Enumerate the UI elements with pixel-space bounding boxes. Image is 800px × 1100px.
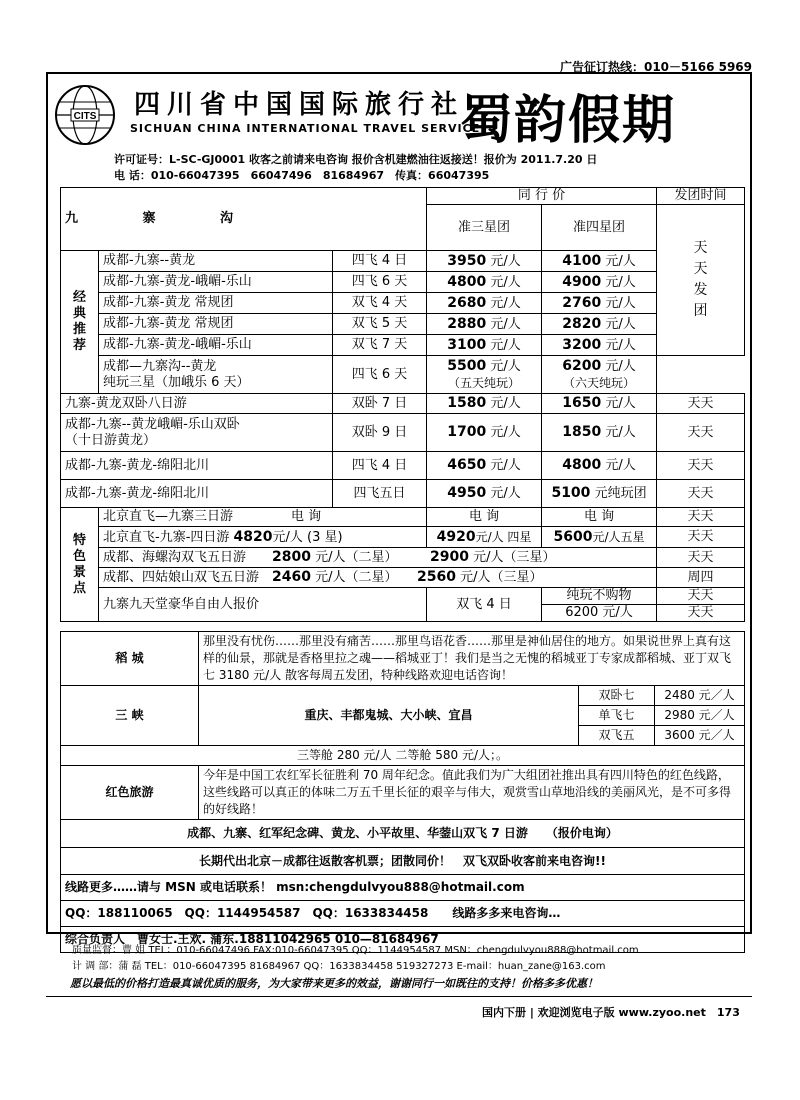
route-name: 成都-九寨-黄龙-绵阳北川 — [61, 452, 333, 480]
price-four-star-tier: 4920元/人 四星 — [427, 527, 542, 548]
ad-hotline: 广告征订热线：010－5166 5969 — [559, 60, 752, 74]
trip-days: 四飞五日 — [333, 480, 427, 508]
option-name: 纯玩不购物 — [542, 588, 657, 605]
price-three-star: 5500 元/人 （五天纯玩） — [427, 356, 542, 394]
table-row — [61, 293, 745, 314]
price-three-star: 4800 元/人 — [427, 272, 542, 293]
price-four-star: 3200 元/人 — [542, 335, 657, 356]
table-row — [61, 356, 745, 394]
table-row — [61, 251, 745, 272]
trip-days: 双卧 7 日 — [333, 394, 427, 414]
trip-days: 双飞 4 天 — [333, 293, 427, 314]
depart-time-header: 发团时间 — [657, 188, 745, 205]
price-four-star: 5100 元纯玩团 — [542, 480, 657, 508]
table-row — [61, 414, 745, 452]
price-three-star: 电 询 — [427, 508, 542, 527]
price-four-star: 2820 元/人 — [542, 314, 657, 335]
price-four-star: 4800 元/人 — [542, 452, 657, 480]
agency-name-en: SICHUAN CHINA INTERNATIONAL TRAVEL SERVICE — [130, 122, 481, 135]
price-three-star: 2880 元/人 — [427, 314, 542, 335]
departure-frequency: 天天 — [657, 414, 745, 452]
table-row — [61, 527, 745, 548]
route-name: 成都—九寨沟--黄龙 纯玩三星（加峨乐 6 天） — [99, 356, 333, 394]
table-row — [61, 314, 745, 335]
route-name: 成都-九寨-黄龙 常规团 — [99, 293, 333, 314]
msn-contact: 线路更多……请与 MSN 或电话联系！ msn:chengdulvyou888@hotmail.com — [61, 875, 745, 901]
manager-contact: 综合负责人 曹女士.王欢. 蒲东.18811042965 010—81684967 — [61, 927, 745, 953]
price-four-star: 电 询 — [542, 508, 657, 527]
lower-sections — [60, 631, 745, 953]
red-tourism-description: 今年是中国工农红军长征胜利 70 周年纪念。值此我们为广大组团社推出具有四川特色的红色线路，这些线路可以真正的体味二万五千里长征的艰辛与伟大，观赏雪山草地沿线的美丽风光，是不可多得的好线路！ — [199, 766, 745, 820]
price-four-star: 2760 元/人 — [542, 293, 657, 314]
price-four-star: 4100 元/人 — [542, 251, 657, 272]
quality-supervision-line: 质量监督：曹 姐 TEL：010-66047496 FAX:010-66047395 QQ：1144954587 MSN：chengdulvyou888@hotmail.com — [72, 945, 639, 956]
sanxia-option: 单飞七 — [579, 706, 655, 726]
daily-departure-vertical: 天天发团 — [657, 205, 745, 356]
price-four-star: 6200 元/人 （六天纯玩） — [542, 356, 657, 394]
price-three-star: 3950 元/人 — [427, 251, 542, 272]
route-name: 成都-九寨-黄龙-峨嵋-乐山 — [99, 272, 333, 293]
route-name: 成都、四姑娘山双飞五日游 2460 元/人（二星） 2560 元/人（三星） — [99, 568, 657, 588]
sanxia-price: 2980 元／人 — [655, 706, 745, 726]
table-row — [61, 335, 745, 356]
peer-price-header: 同 行 价 — [427, 188, 657, 205]
price-three-star: 1700 元/人 — [427, 414, 542, 452]
table-row — [61, 394, 745, 414]
trip-days: 双飞 7 天 — [333, 335, 427, 356]
dispatch-line: 计 调 部：蒲 磊 TEL：010-66047395 81684967 QQ：1633834458 519327273 E-mail：huan_zane@163.com — [72, 961, 606, 972]
jiuzhaigou-title: 九 寨 沟 — [61, 188, 427, 251]
page-info: 国内下册 | 欢迎浏览电子版 www.zyoo.net 173 — [482, 1006, 740, 1019]
departure-frequency: 天天 — [657, 394, 745, 414]
category-classic: 经典推荐 — [61, 251, 99, 394]
trip-days: 四飞 4 日 — [333, 251, 427, 272]
trip-days: 双卧 9 日 — [333, 414, 427, 452]
four-star-header: 准四星团 — [542, 205, 657, 251]
trip-days: 双飞 5 天 — [333, 314, 427, 335]
price-four-star: 4900 元/人 — [542, 272, 657, 293]
sanxia-label: 三 峡 — [61, 686, 199, 746]
phone-line: 电 话：010-66047395 66047496 81684967 传真：66047395 — [114, 169, 490, 182]
brand-title: 蜀韵假期 — [460, 90, 677, 151]
category-featured: 特色景点 — [61, 508, 99, 622]
table-row — [61, 480, 745, 508]
option-price: 6200 元/人 — [542, 605, 657, 622]
service-slogan: 愿以最低的价格打造最真诚优质的服务，为大家带来更多的效益，谢谢同行一如既往的支持！价格多多优惠！ — [70, 977, 598, 990]
table-row — [61, 508, 745, 527]
trip-days: 四飞 4 日 — [333, 452, 427, 480]
sanxia-option: 双飞五 — [579, 726, 655, 746]
departure-frequency: 周四 — [657, 568, 745, 588]
red-tourism-route: 成都、九寨、红军纪念碑、黄龙、小平故里、华蓥山双飞 7 日游 （报价电询） — [61, 820, 745, 848]
price-three-star: 3100 元/人 — [427, 335, 542, 356]
daocheng-label: 稻 城 — [61, 632, 199, 686]
flight-ticket-notice: 长期代出北京－成都往返散客机票；团散同价！ 双飞双卧收客前来电咨询!! — [61, 848, 745, 875]
sanxia-cabin-prices: 三等舱 280 元/人 二等舱 580 元/人；。 — [61, 746, 745, 766]
departure-frequency: 天天 — [657, 452, 745, 480]
daocheng-description: 那里没有忧伤……那里没有痛苦……那里鸟语花香……那里是神仙居住的地方。如果说世界上真有这样的仙景，那就是香格里拉之魂——稻城亚丁！我们是当之无愧的稻城亚丁专家成都稻城、亚丁双飞七 3180 元/人 散客每周五发团，特种线路欢迎电话咨询！ — [199, 632, 745, 686]
price-three-star: 4650 元/人 — [427, 452, 542, 480]
price-three-star: 2680 元/人 — [427, 293, 542, 314]
route-name: 成都、海螺沟双飞五日游 2800 元/人（二星） 2900 元/人（三星） — [99, 548, 657, 568]
red-tourism-label: 红色旅游 — [61, 766, 199, 820]
svg-text:CITS: CITS — [73, 111, 97, 122]
route-name: 成都-九寨--黄龙 — [99, 251, 333, 272]
table-row — [61, 548, 745, 568]
qq-contact: QQ：188110065 QQ：1144954587 QQ：1633834458 线路多多来电咨询… — [61, 901, 745, 927]
three-star-header: 准三星团 — [427, 205, 542, 251]
table-row — [61, 272, 745, 293]
departure-frequency: 天天 — [657, 480, 745, 508]
route-name: 北京直飞—九寨三日游 电 询 — [99, 508, 427, 527]
departure-frequency: 天天 — [657, 527, 745, 548]
price-four-star: 1850 元/人 — [542, 414, 657, 452]
route-name: 九寨九天堂豪华自由人报价 — [99, 588, 427, 622]
price-four-star: 1650 元/人 — [542, 394, 657, 414]
price-five-star-tier: 5600元/人五星 — [542, 527, 657, 548]
agency-name-cn: 四川省中国国际旅行社 — [134, 90, 465, 120]
departure-frequency: 天天 — [657, 508, 745, 527]
route-name: 北京直飞-九寨-四日游 4820元/人 (3 星) — [99, 527, 427, 548]
cits-globe-logo — [54, 84, 116, 146]
route-name: 成都-九寨-黄龙 常规团 — [99, 314, 333, 335]
trip-days: 四飞 6 天 — [333, 356, 427, 394]
table-row — [61, 568, 745, 588]
price-three-star: 1580 元/人 — [427, 394, 542, 414]
sanxia-price: 3600 元／人 — [655, 726, 745, 746]
route-name: 九寨-黄龙双卧八日游 — [61, 394, 333, 414]
sanxia-option: 双卧七 — [579, 686, 655, 706]
divider — [46, 996, 752, 997]
license-line: 许可证号：L-SC-GJ0001 收客之前请来电咨询 报价含机建燃油往返接送！报价为 2011.7.20 日 — [114, 153, 598, 166]
departure-frequency: 天天 — [657, 605, 745, 622]
table-row — [61, 452, 745, 480]
trip-days: 双飞 4 日 — [427, 588, 542, 622]
route-name: 成都-九寨-黄龙-绵阳北川 — [61, 480, 333, 508]
table-row — [61, 588, 745, 605]
departure-frequency: 天天 — [657, 548, 745, 568]
price-table — [60, 187, 745, 622]
sanxia-route: 重庆、丰都鬼城、大小峡、宜昌 — [199, 686, 579, 746]
trip-days: 四飞 6 天 — [333, 272, 427, 293]
sanxia-price: 2480 元／人 — [655, 686, 745, 706]
route-name: 成都-九寨-黄龙-峨嵋-乐山 — [99, 335, 333, 356]
route-name: 成都-九寨--黄龙峨嵋-乐山双卧 （十日游黄龙） — [61, 414, 333, 452]
departure-frequency: 天天 — [657, 588, 745, 605]
price-three-star: 4950 元/人 — [427, 480, 542, 508]
